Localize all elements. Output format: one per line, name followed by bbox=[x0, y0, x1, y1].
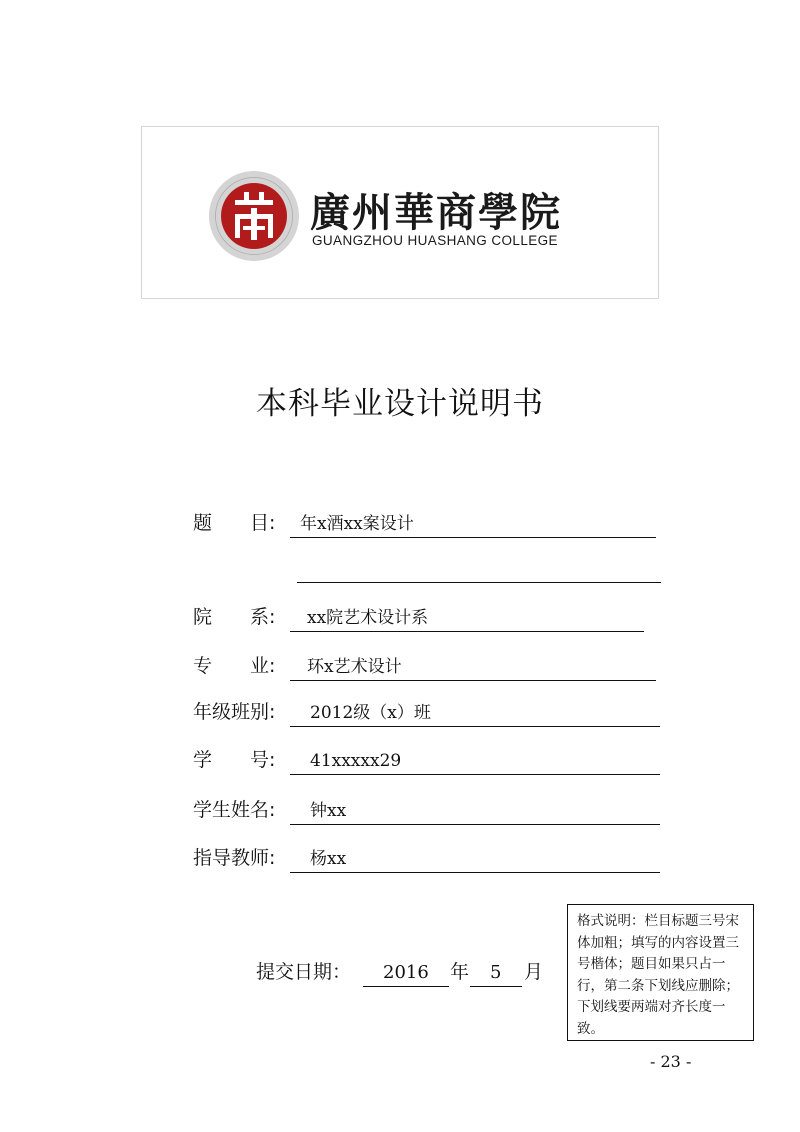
submission-date-label: 提交日期： bbox=[256, 961, 352, 983]
field-topic bbox=[193, 508, 663, 538]
submission-year-unit: 年 bbox=[450, 961, 470, 983]
field-major-label: 专 业: bbox=[193, 655, 276, 677]
college-name-en: GUANGZHOU HUASHANG COLLEGE bbox=[312, 233, 558, 248]
field-advisor-underline[interactable] bbox=[290, 844, 660, 873]
submission-date bbox=[256, 957, 556, 987]
document-title: 本科毕业设计说明书 bbox=[256, 386, 544, 422]
field-student-name-value: 钟xx bbox=[310, 801, 347, 821]
field-topic-line2 bbox=[193, 553, 663, 583]
field-department-label: 院 系: bbox=[193, 606, 276, 628]
field-advisor-value: 杨xx bbox=[310, 849, 347, 869]
field-major-underline[interactable] bbox=[290, 652, 656, 681]
field-department-underline[interactable] bbox=[290, 603, 644, 632]
field-student-id-label: 学 号: bbox=[193, 749, 276, 771]
field-class-label: 年级班别: bbox=[193, 701, 276, 723]
field-student-name-label: 学生姓名: bbox=[193, 799, 276, 821]
page-number: - 23 - bbox=[650, 1052, 692, 1071]
field-major-value: 环x艺术设计 bbox=[307, 657, 402, 677]
field-class bbox=[193, 697, 663, 727]
field-class-underline[interactable] bbox=[290, 698, 660, 727]
field-topic-underline-2[interactable] bbox=[297, 554, 661, 583]
college-seal-icon bbox=[208, 170, 300, 262]
submission-year-value: 2016 bbox=[383, 962, 429, 983]
field-topic-label: 题 目: bbox=[193, 512, 276, 534]
college-name-cn: 廣州華商學院 bbox=[310, 189, 562, 236]
submission-year-underline[interactable] bbox=[363, 958, 449, 987]
field-advisor-label: 指导教师: bbox=[193, 847, 276, 869]
field-student-id-value: 41xxxxx29 bbox=[310, 751, 402, 771]
format-note-box: 格式说明：栏目标题三号宋体加粗；填写的内容设置三号楷体；题目如果只占一行，第二条下划线应删除；下划线要两端对齐长度一致。 bbox=[567, 904, 754, 1041]
field-student-id-underline[interactable] bbox=[290, 746, 660, 775]
field-student-id bbox=[193, 745, 663, 775]
field-department-value: xx院艺术设计系 bbox=[307, 608, 429, 628]
field-department bbox=[193, 602, 663, 632]
field-class-value: 2012级（x）班 bbox=[310, 703, 431, 723]
field-advisor bbox=[193, 843, 663, 873]
field-topic-value: 年x酒xx案设计 bbox=[300, 514, 414, 534]
field-major bbox=[193, 651, 663, 681]
college-logo-box bbox=[141, 126, 659, 299]
submission-month-value: 5 bbox=[490, 962, 502, 983]
field-student-name bbox=[193, 795, 663, 825]
field-student-name-underline[interactable] bbox=[290, 796, 660, 825]
submission-month-underline[interactable] bbox=[470, 958, 522, 987]
field-topic-underline[interactable] bbox=[290, 509, 656, 538]
submission-month-unit: 月 bbox=[524, 961, 544, 983]
